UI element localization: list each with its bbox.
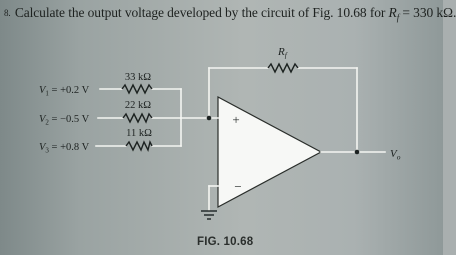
input-v1-label [39,85,90,98]
feedback-resistor-label [277,46,288,60]
rf-subscript: f [284,50,287,60]
figure-caption: FIG. 10.68 [197,236,254,248]
v2-symbol: V [39,114,46,125]
v1-value: = +0.2 V [48,85,90,96]
resistor-33k-label: 33 kΩ [124,72,152,83]
v3-symbol: V [39,142,46,153]
question-text-after: = 330 kΩ. [399,5,456,20]
question-text-before: Calculate the output voltage developed by the circuit of Fig. 10.68 for [14,5,389,20]
input-v3-label [39,142,90,155]
v3-value: = +0.8 V [48,142,90,153]
v1-subscript: 1 [45,89,49,98]
v3-subscript: 3 [45,146,49,155]
resistor-feedback [268,64,298,72]
v1-symbol: V [39,85,46,96]
resistor-22k-label: 22 kΩ [124,100,152,111]
vo-symbol: V [390,148,397,160]
question-number: 8. [4,8,11,18]
ground-icon [201,211,217,219]
inverting-sign: − [234,179,242,194]
resistor-33k [122,85,152,93]
resistor-11k-label: 11 kΩ [126,128,152,139]
question-symbol: R [388,5,397,20]
resistor-11k [126,142,152,150]
rf-symbol: R [278,46,285,58]
question-symbol-subscript: f [396,12,400,23]
v2-value: = −0.5 V [48,114,90,125]
noninverting-sign: + [232,112,240,127]
v2-subscript: 2 [45,118,49,127]
vo-subscript: o [396,152,401,162]
junction-dot-output [355,150,360,155]
junction-dot-input [207,116,212,121]
output-label [390,148,401,162]
resistor-22k [123,114,152,122]
input-v2-label [39,114,90,127]
